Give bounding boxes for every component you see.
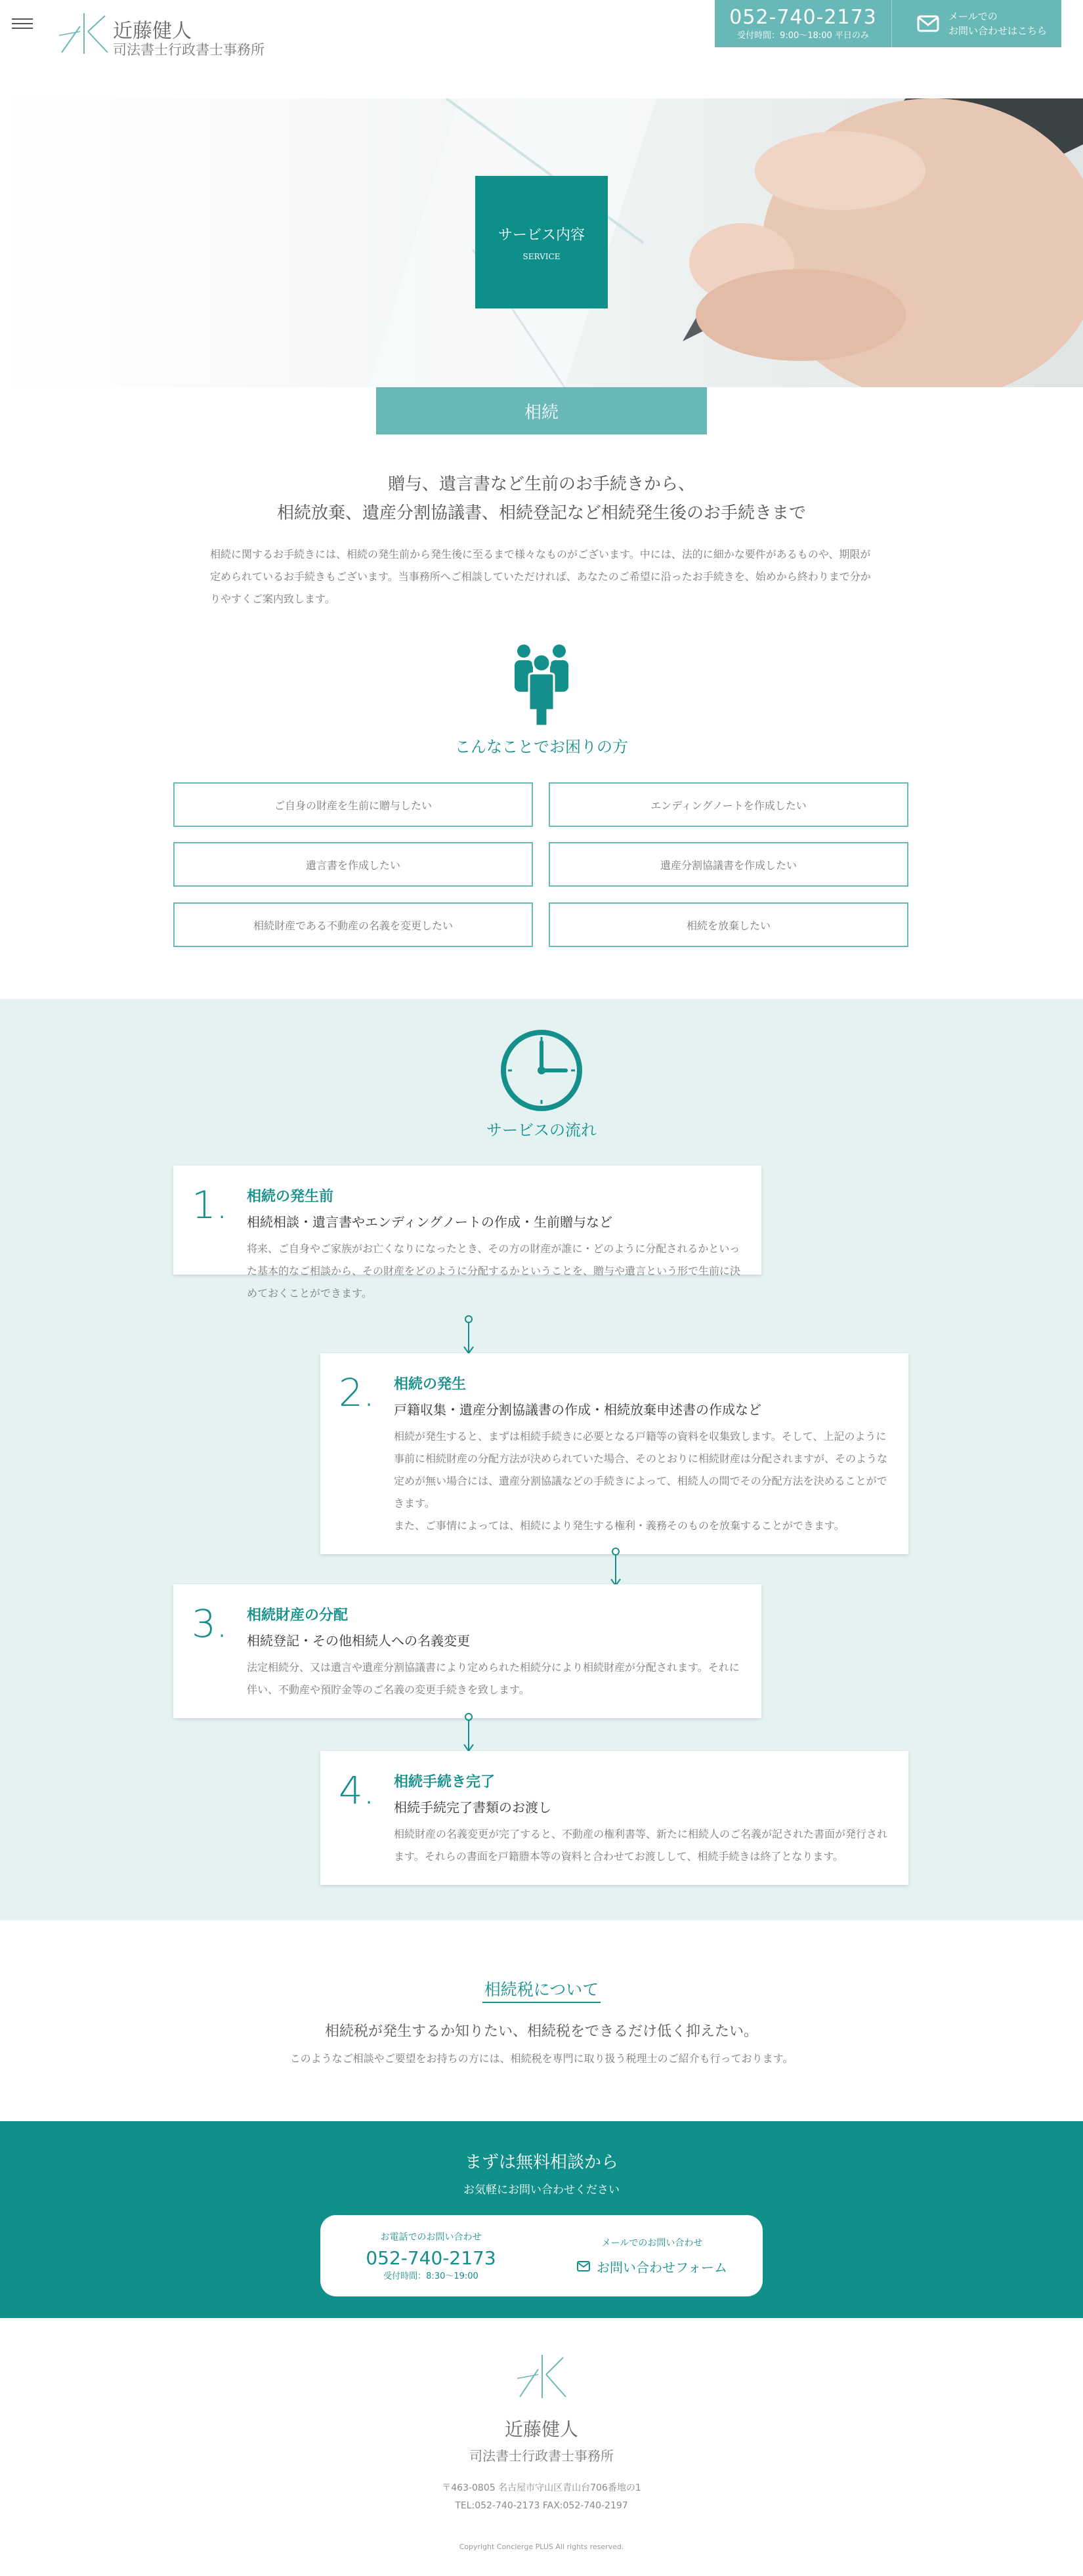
header-tel-link[interactable] xyxy=(715,0,892,47)
step-description xyxy=(394,1425,891,1537)
cta-mail-button: お問い合わせフォーム xyxy=(597,2259,727,2275)
flow-title: サービスの流れ xyxy=(486,1121,597,1139)
step-number: 2. xyxy=(339,1370,375,1415)
hamburger-line xyxy=(12,28,33,29)
footer-copyright: Copyright Concierge PLUS All rights reserved. xyxy=(459,2543,624,2551)
footer-tel-fax: TEL:052-740-2173 FAX:052-740-2197 xyxy=(455,2501,628,2511)
step-heading: 相続の発生前 xyxy=(247,1189,334,1205)
flow-step-4 xyxy=(320,1751,908,1885)
cta-tel-label: お電話でのお問い合わせ xyxy=(380,2232,482,2243)
step-heading: 相続の発生 xyxy=(394,1376,467,1393)
option-division-agreement[interactable]: 遺産分割協議書を作成したい xyxy=(549,842,908,887)
flow-step-1 xyxy=(173,1166,761,1299)
footer-address: 〒463-0805 名古屋市守山区青山台706番地の1 xyxy=(442,2483,641,2493)
footer-logo-icon xyxy=(516,2354,567,2399)
hamburger-line xyxy=(12,23,33,24)
step-subheading: 相続登記・その他相続人への名義変更 xyxy=(247,1633,470,1649)
lead-line-2: 相続放棄、遺産分割協議書、相続登記など相続発生後のお手続きまで xyxy=(276,503,806,523)
flow-step-2 xyxy=(320,1353,908,1554)
cta-title: まずは無料相談から xyxy=(464,2153,618,2172)
tax-title: 相続税について xyxy=(484,1980,599,1999)
step-subheading: 相続相談・遺言書やエンディングノートの作成・生前贈与など xyxy=(247,1214,612,1230)
step-description: 相続財産の名義変更が完了すると、不動産の権利書等、新たに相続人のご名義が記された書面が発行されます。それらの書面を戸籍謄本等の資料と合わせてお渡しして、相続手続きは終了となります。 xyxy=(394,1828,888,1863)
cta-mail-label: メールでのお問い合わせ xyxy=(601,2237,703,2249)
footer-office-name: 近藤健人 xyxy=(504,2418,578,2440)
step-subheading: 戸籍収集・遺産分割協議書の作成・相続放棄申述書の作成など xyxy=(394,1402,761,1418)
mail-icon xyxy=(577,2261,590,2271)
step-number: 4. xyxy=(339,1768,375,1813)
header-mail-line1: メールでの xyxy=(948,11,998,22)
trouble-title: こんなことでお困りの方 xyxy=(455,738,628,756)
flow-step-3 xyxy=(173,1584,761,1718)
header-tel-number: 052-740-2173 xyxy=(729,5,877,29)
step-description: 法定相続分、又は遺言や遺産分割協議書により定められた相続分により相続財産が分配されます。それに伴い、不動産や預貯金等のご名義の変更手続きを致します。 xyxy=(247,1661,740,1696)
office-name: 近藤健人 xyxy=(113,20,192,43)
flow-arrow-icon xyxy=(609,1548,622,1588)
header-mail-line2: お問い合わせはこちら xyxy=(948,25,1048,37)
service-title: サービス内容 xyxy=(498,226,585,243)
step-subheading: 相続手続完了書類のお渡し xyxy=(394,1800,551,1815)
service-en: SERVICE xyxy=(522,251,561,261)
option-will[interactable]: 遺言書を作成したい xyxy=(173,842,533,887)
clock-icon xyxy=(500,1029,583,1112)
intro-text: 相続に関するお手続きには、相続の発生前から発生後に至るまで様々なものがございます。中には、法的に細かな要件があるものや、期限が定められているお手続きもございます。当事務所へご相談していただければ、あなたのご希望に沿ったお手続きを、始めから終わりまで分かりやすくご案内致します。 xyxy=(210,548,871,605)
header-contact xyxy=(715,0,1061,47)
step-description: 将来、ご自身やご家族がお亡くなりになったとき、その方の財産が誰に・どのように分配されるかといった基本的なご相談から、その財産をどのように分配するかということを、贈与や遺言という形で生前に決めておくことができます。 xyxy=(247,1242,741,1299)
cta-mail-button-wrap xyxy=(577,2257,727,2276)
step-description-extra: また、ご事情によっては、相続により発生する権利・義務そのものを放棄することができます。 xyxy=(394,1519,845,1532)
flow-arrow-icon xyxy=(462,1315,475,1356)
hamburger-icon xyxy=(12,18,33,20)
option-renounce[interactable]: 相続を放棄したい xyxy=(549,902,908,947)
cta-tel-hours: 受付時間：8:30～19:00 xyxy=(383,2271,478,2281)
office-subtitle: 司法書士行政書士事務所 xyxy=(113,42,265,58)
step-heading: 相続手続き完了 xyxy=(394,1774,496,1790)
tax-lead: 相続税が発生するか知りたい、相続税をできるだけ低く抑えたい。 xyxy=(324,2023,758,2040)
cta-card xyxy=(320,2215,763,2296)
service-box xyxy=(475,176,608,308)
step-number: 3. xyxy=(192,1601,228,1646)
option-gift[interactable]: ご自身の財産を生前に贈与したい xyxy=(173,782,533,827)
cta-subtitle: お気軽にお問い合わせください xyxy=(463,2184,620,2197)
menu-button[interactable] xyxy=(12,18,33,32)
tax-title-underline xyxy=(482,2002,601,2003)
flow-arrow-icon xyxy=(462,1713,475,1754)
footer-office-subtitle: 司法書士行政書士事務所 xyxy=(469,2448,614,2464)
mail-icon xyxy=(917,15,939,32)
lead-line-1: 贈与、遺言書など生前のお手続きから、 xyxy=(387,475,695,494)
category-title: 相続 xyxy=(376,387,707,434)
header-hours: 受付時間：9:00～18:00 平日のみ xyxy=(737,30,869,41)
option-ending-note[interactable]: エンディングノートを作成したい xyxy=(549,782,908,827)
office-logo-icon xyxy=(58,12,109,55)
people-icon xyxy=(511,643,572,726)
tax-description: このようなご相談やご要望をお持ちの方には、相続税を専門に取り扱う税理士のご紹介も行っております。 xyxy=(289,2052,794,2065)
step-number: 1. xyxy=(192,1183,228,1227)
cta-mail-link[interactable] xyxy=(542,2215,763,2296)
option-real-estate[interactable]: 相続財産である不動産の名義を変更したい xyxy=(173,902,533,947)
cta-tel-link[interactable] xyxy=(320,2215,542,2296)
header-mail-link[interactable] xyxy=(892,0,1061,47)
step-description-main: 相続が発生すると、まずは相続手続きに必要となる戸籍等の資料を収集致します。そして、上記のように事前に相続財産の分配方法が決められていた場合、そのとおりに相続財産は分配されますが、そのような定めが無い場合には、遺産分割協議などの手続きによって、相続人の間でその分配方法を決めることができます。 xyxy=(394,1430,888,1510)
cta-tel-number: 052-740-2173 xyxy=(366,2247,496,2269)
step-heading: 相続財産の分配 xyxy=(247,1607,349,1624)
